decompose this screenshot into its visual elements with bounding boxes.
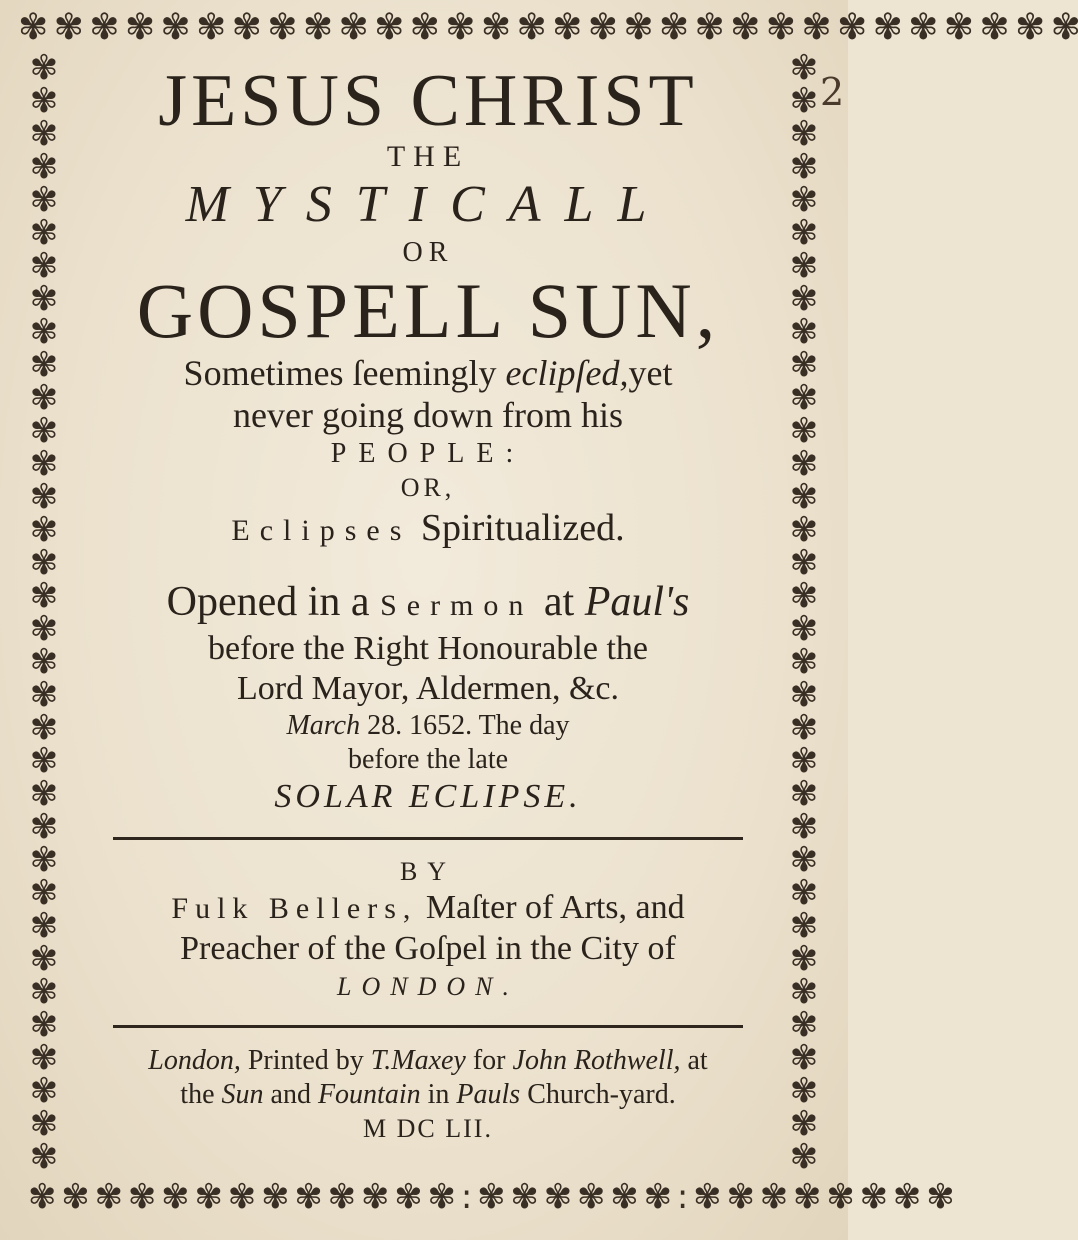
author-line-1 — [78, 888, 778, 929]
sermon-text: at — [533, 579, 585, 625]
subtitle-line-5 — [78, 504, 778, 555]
imprint-text: for — [465, 1045, 513, 1076]
ornamental-border-right: ✾✾✾✾✾✾✾✾✾✾✾✾✾✾✾✾✾✾✾✾✾✾✾✾✾✾✾✾✾✾✾✾✾✾ — [789, 48, 819, 1177]
title-line-3: MYSTICALL — [185, 176, 671, 233]
sermon-line-5: before the late — [347, 744, 509, 775]
author-line-2: Preacher of the Goſpel in the City of — [180, 930, 676, 967]
title-line-1: JESUS CHRIST — [158, 60, 698, 142]
sermon-text: Opened in a — [166, 579, 381, 625]
author-by: BY — [399, 857, 457, 886]
subtitle-italic: eclipſed, — [505, 353, 629, 393]
imprint-text: the — [180, 1079, 222, 1110]
sermon-smallcaps: Sermon — [380, 589, 534, 622]
imprint-text: Printed by — [240, 1045, 371, 1076]
subtitle-line-1 — [78, 352, 778, 394]
imprint-italic: T.Maxey — [370, 1045, 466, 1076]
sermon-italic: Paul's — [584, 579, 690, 625]
margin-annotation: 2 — [820, 70, 845, 114]
imprint-line-2 — [78, 1078, 778, 1112]
author-text: Maſter of Arts, and — [417, 889, 685, 926]
ornamental-border-left: ✾✾✾✾✾✾✾✾✾✾✾✾✾✾✾✾✾✾✾✾✾✾✾✾✾✾✾✾✾✾✾✾✾✾ — [29, 48, 59, 1177]
title-block — [78, 60, 778, 1146]
divider-rule — [113, 1025, 743, 1028]
imprint-text: and — [263, 1079, 318, 1110]
imprint-italic: Pauls — [456, 1079, 521, 1110]
subtitle-text: yet — [628, 353, 673, 393]
ornamental-border-bottom: ✾ ✾ ✾ ✾ ✾ ✾ ✾ ✾ ✾ ✾ ✾ ✾ ✾ : ✾ ✾ ✾ ✾ ✾ ✾ : ✾ ✾ ✾ ✾ ✾ ✾ ✾ ✾ — [28, 1177, 952, 1217]
subtitle-text: Spiritualized. — [411, 507, 625, 549]
subtitle-line-3: PEOPLE: — [330, 438, 526, 469]
subtitle-line-4: OR, — [400, 473, 456, 502]
author-name: Fulk Bellers, — [171, 892, 418, 925]
title-line-2: THE — [386, 140, 470, 173]
author-line-3: LONDON. — [337, 972, 519, 1001]
sermon-italic: March — [286, 710, 361, 741]
imprint-text: in — [420, 1079, 457, 1110]
sermon-line-4 — [78, 709, 778, 743]
imprint-italic: Sun — [221, 1079, 264, 1110]
sermon-text: 28. 1652. The day — [360, 710, 570, 741]
title-line-5: GOSPELL SUN, — [136, 267, 720, 354]
imprint-year: M DC LII. — [363, 1114, 493, 1143]
sermon-line-2: before the Right Honourable the — [208, 630, 648, 667]
subtitle-text: Sometimes ſeemingly — [183, 353, 506, 393]
sermon-line-6: SOLAR ECLIPSE. — [274, 778, 582, 815]
imprint-text: Church-yard. — [520, 1079, 676, 1110]
imprint-line-1 — [78, 1044, 778, 1078]
ornamental-border-top: ✾ ✾ ✾ ✾ ✾ ✾ ✾ ✾ ✾ ✾ ✾ ✾ ✾ ✾ ✾ ✾ ✾ ✾ ✾ ✾ ✾ ✾ ✾ ✾ ✾ ✾ ✾ ✾ ✾ ✾ — [18, 7, 1078, 48]
sermon-line-1 — [78, 579, 778, 629]
title-line-4: OR — [402, 237, 454, 268]
imprint-text: at — [680, 1045, 708, 1076]
imprint-italic: John Rothwell, — [512, 1045, 681, 1076]
sermon-line-3: Lord Mayor, Aldermen, &c. — [237, 670, 619, 707]
imprint-italic: Fountain — [317, 1079, 421, 1110]
subtitle-smallcaps: Eclipses — [231, 514, 412, 547]
divider-rule — [113, 837, 743, 840]
subtitle-line-2: never going down from his — [233, 395, 623, 435]
imprint-italic: London, — [148, 1045, 241, 1076]
